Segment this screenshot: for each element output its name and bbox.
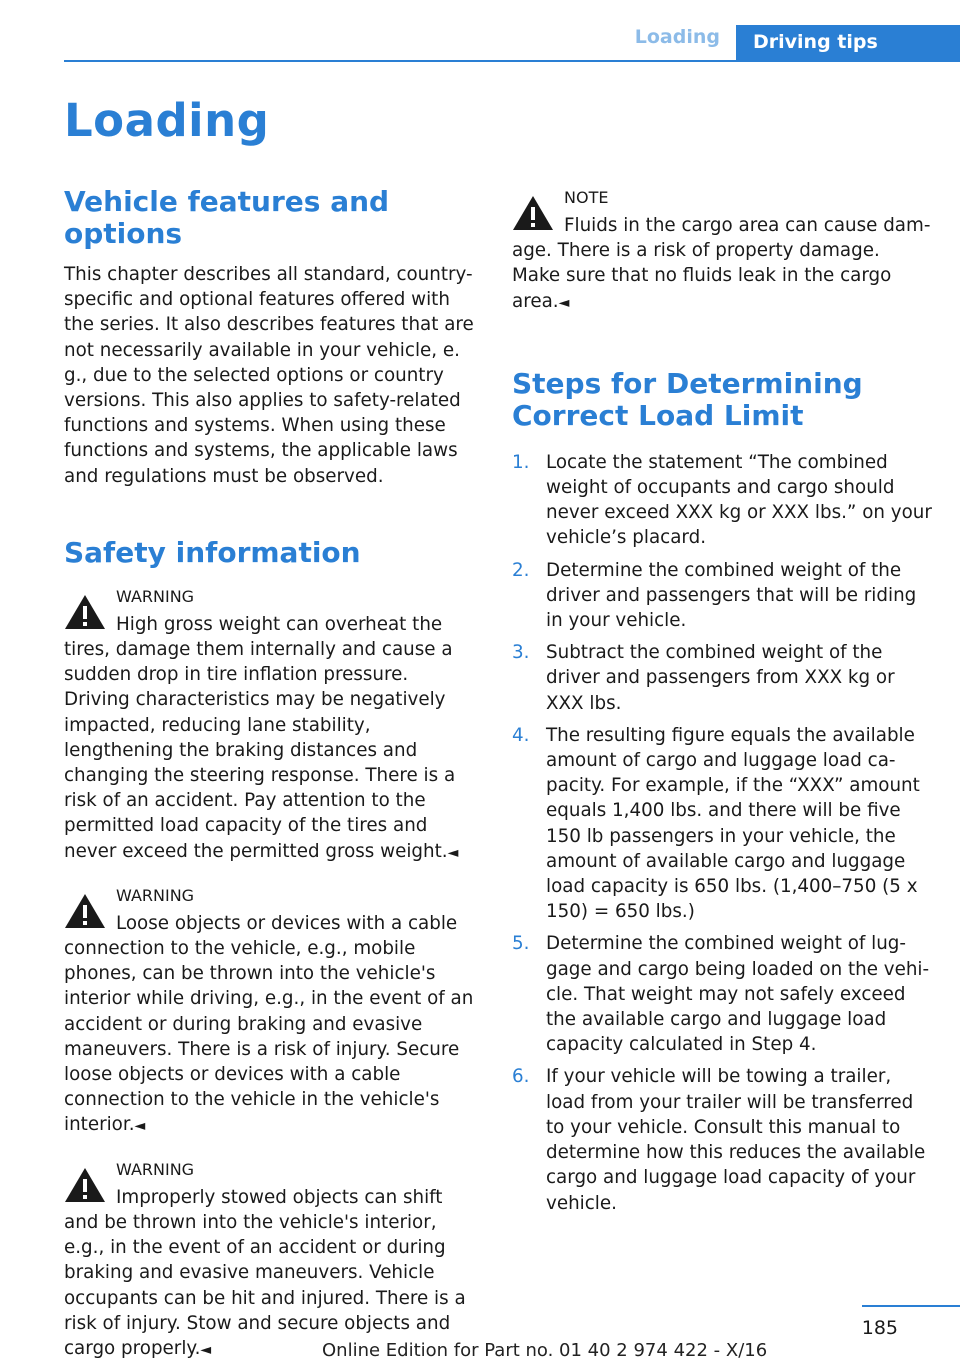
list-item — [512, 1064, 932, 1215]
note-label: NOTE — [564, 188, 609, 207]
header-divider — [64, 60, 960, 62]
footer-divider — [862, 1305, 960, 1307]
warning-text: Improperly stowed objects can shift and be thrown into the vehicle's interior, e.g., in the event of an accident or during braking and evasive maneuvers. Vehicle occupants can be hit and injured. There is a risk of injury. Stow and secure objects and cargo properly. — [64, 1186, 466, 1359]
end-mark: ◄ — [134, 1118, 146, 1135]
warning-label: WARNING — [116, 885, 195, 905]
warning-label: WARNING — [116, 586, 195, 606]
chapter-tab-driving-tips[interactable]: Driving tips — [736, 25, 960, 62]
step-number: 3. — [512, 642, 530, 664]
note-notice — [512, 186, 932, 316]
end-mark: ◄ — [200, 1341, 212, 1358]
end-mark: ◄ — [447, 844, 459, 861]
safety-heading: Safety information — [64, 535, 361, 569]
step-number: 6. — [512, 1066, 530, 1088]
list-item — [512, 640, 932, 716]
step-number: 5. — [512, 933, 530, 955]
note-text: Fluids in the cargo area can cause damage. There is a risk of property damage. Make sure that no fluids leak in the cargo area. — [512, 215, 931, 312]
warning-triangle-icon — [64, 1166, 106, 1204]
step-number: 2. — [512, 559, 530, 581]
end-mark: ◄ — [558, 294, 570, 311]
list-item — [512, 558, 932, 634]
warning-triangle-icon — [64, 593, 106, 631]
warning-triangle-icon — [512, 194, 554, 232]
step-text: Subtract the combined weight of the driver and passengers from XXX kg or XXX lbs. — [546, 642, 895, 714]
vehicle-features-heading: Vehicle features and options — [64, 185, 390, 250]
warning-notice-3 — [64, 1158, 478, 1362]
right-column — [512, 186, 932, 1223]
step-text: Locate the statement “The combined weight of occupants and cargo should never exceed XXX kg or XXX lbs.” on your vehicle’s placard. — [546, 451, 932, 549]
step-number: 1. — [512, 451, 530, 473]
warning-notice-1 — [64, 585, 478, 866]
warning-triangle-icon — [64, 892, 106, 930]
warning-text: High gross weight can overheat the tires, damage them internally and cause a sudden drop in tire inflation pressure. Driving characteristics may be negatively impacted, reducing lane stability, lengthening the braking distances and changing the steering response. There is a risk of an accident. Pay attention to the permitted load capacity of the tires and never exceed the permitted gross weight. — [64, 613, 456, 862]
step-number: 4. — [512, 724, 530, 746]
footer-edition: Online Edition for Part no. 01 40 2 974 422 - X/16 — [322, 1340, 768, 1361]
section-tab-loading[interactable]: Loading — [634, 26, 720, 48]
left-column — [64, 186, 478, 1362]
steps-heading: Steps for Determining Correct Load Limit — [512, 366, 863, 432]
page-title: Loading — [64, 94, 270, 147]
warning-text: Loose objects or devices with a cable connection to the vehicle, e.g., mobile phones, can be thrown into the vehicle's interior while driving, e.g., in the event of an accident or during braking and evasive maneuvers. There is a risk of injury. Secure loose objects or devices with a cable connection to the vehicle in the vehicle's interior. — [64, 912, 474, 1136]
step-text: Determine the combined weight of the driver and passengers that will be riding in your vehicle. — [546, 559, 917, 632]
page-number: 185 — [861, 1317, 898, 1339]
list-item — [512, 450, 932, 551]
steps-list — [512, 450, 932, 1216]
list-item — [512, 723, 932, 925]
vehicle-features-body: This chapter describes all standard, country-specific and optional features offered with the series. It also describes features that are not necessarily available in your vehicle, e. g., due to the selected options or country versions. This also applies to safety-related functions and systems. When using these functions and systems, the applicable laws and regulations must be observed. — [64, 264, 474, 487]
page-header — [0, 0, 960, 62]
list-item — [512, 931, 932, 1057]
step-text: If your vehicle will be towing a trailer, load from your trailer will be transferred to your vehicle. Consult this manual to determine how this reduces the available cargo and luggage load capacity of your vehicle. — [546, 1066, 926, 1214]
step-text: Determine the combined weight of luggage and cargo being loaded on the vehicle. That weight may not safely exceed the available cargo and luggage load capacity calculated in Step 4. — [546, 933, 930, 1056]
warning-label: WARNING — [116, 1159, 195, 1179]
step-text: The resulting figure equals the available amount of cargo and luggage load capacity. For example, if the “XXX” amount equals 1,400 lbs. and there will be five 150 lb passengers in your vehicle, the amount of available cargo and luggage load capacity is 650 lbs. (1,400–750 (5 x 150) = 650 lbs.) — [546, 724, 920, 923]
warning-notice-2 — [64, 884, 478, 1140]
